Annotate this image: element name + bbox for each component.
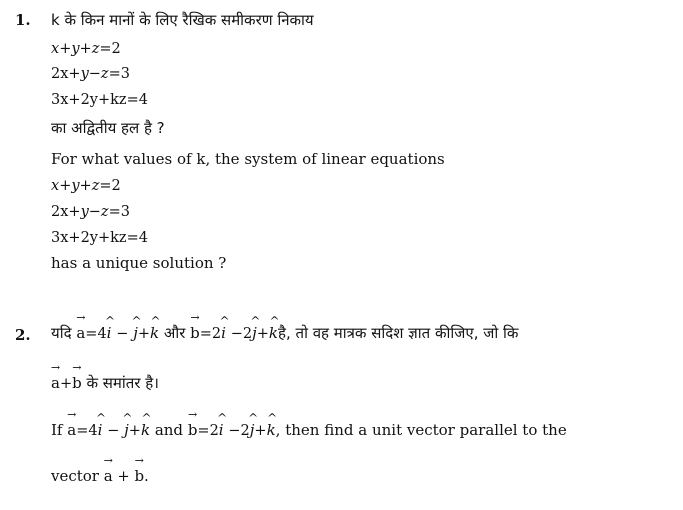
eq-op: + bbox=[97, 230, 111, 246]
q1-hindi-intro: k के किन मानों के लिए रैखिक समीकरण निकाय bbox=[51, 11, 314, 29]
b-equals-coef: =2 bbox=[199, 326, 222, 342]
eq-op: = bbox=[99, 41, 112, 57]
eq-term: y bbox=[71, 178, 80, 194]
eq-op: + bbox=[79, 178, 92, 194]
eq-rhs: 2 bbox=[111, 41, 121, 57]
unit-j-hat: ^ j bbox=[124, 421, 129, 439]
eq-op: = bbox=[126, 230, 139, 246]
eq-op: − bbox=[88, 66, 101, 82]
minus-coef: −2 bbox=[228, 423, 250, 439]
q1-hindi-equation-2 bbox=[51, 65, 130, 83]
q2-hindi-mid: है, तो वह मात्रक सदिश ज्ञात कीजिए, जो कि bbox=[278, 324, 519, 342]
eq-rhs: 3 bbox=[120, 204, 130, 220]
eq-term: z bbox=[91, 178, 100, 194]
question-2-number: 2. bbox=[15, 326, 31, 344]
eq-rhs: 4 bbox=[138, 92, 148, 108]
eq-term: 2x bbox=[51, 204, 69, 220]
vector-b: → b bbox=[134, 467, 144, 485]
eq-op: + bbox=[68, 230, 81, 246]
minus-op: − bbox=[116, 326, 129, 342]
q2-english-and: and bbox=[154, 421, 184, 439]
plus-op: + bbox=[254, 423, 267, 439]
q1-hindi-equation-3 bbox=[51, 91, 148, 109]
unit-j-hat: ^ j bbox=[133, 324, 138, 342]
question-1-number: 1. bbox=[15, 11, 31, 29]
minus-op: − bbox=[107, 423, 120, 439]
q1-hindi-question: का अद्वितीय हल है ? bbox=[51, 119, 165, 137]
eq-term: 3x bbox=[51, 92, 69, 108]
eq-rhs: 4 bbox=[138, 230, 148, 246]
q1-english-equation-2 bbox=[51, 203, 130, 221]
unit-j-hat: ^ j bbox=[252, 324, 257, 342]
unit-i-hat: ^ i bbox=[219, 421, 224, 439]
eq-op: + bbox=[79, 41, 92, 57]
unit-i-hat: ^ i bbox=[221, 324, 226, 342]
eq-term: y bbox=[71, 41, 80, 57]
q2-english-if: If bbox=[51, 421, 63, 439]
eq-rhs: 3 bbox=[120, 66, 130, 82]
eq-term: z bbox=[100, 66, 109, 82]
q1-english-equation-3 bbox=[51, 229, 148, 247]
eq-op: + bbox=[59, 41, 72, 57]
eq-op: + bbox=[68, 92, 81, 108]
eq-term: kz bbox=[110, 230, 127, 246]
q2-hindi-line-1 bbox=[51, 324, 518, 343]
eq-term: x bbox=[51, 41, 60, 57]
a-equals-coef: =4 bbox=[85, 326, 107, 342]
plus-op: + bbox=[117, 469, 130, 485]
eq-op: + bbox=[68, 204, 81, 220]
vector-a: → a bbox=[51, 374, 60, 392]
eq-term: 3x bbox=[51, 230, 69, 246]
period: . bbox=[144, 467, 149, 485]
q1-english-equation-1 bbox=[51, 177, 121, 195]
unit-k-hat: ^ k bbox=[269, 324, 278, 342]
unit-k-hat: ^ k bbox=[150, 324, 159, 342]
q1-hindi-equation-1 bbox=[51, 40, 121, 58]
eq-term: 2y bbox=[80, 92, 98, 108]
q2-hindi-and: और bbox=[163, 324, 186, 342]
eq-op: − bbox=[88, 204, 101, 220]
eq-term: y bbox=[80, 204, 89, 220]
eq-op: = bbox=[99, 178, 112, 194]
eq-op: = bbox=[108, 66, 121, 82]
q2-hindi-end: के समांतर है। bbox=[86, 374, 159, 392]
vector-a: → a bbox=[76, 324, 85, 342]
eq-op: = bbox=[108, 204, 121, 220]
q2-english-line-1 bbox=[51, 421, 567, 440]
vector-a: → a bbox=[67, 421, 76, 439]
vector-b: → b bbox=[188, 421, 198, 439]
q2-hindi-prefix: यदि bbox=[51, 324, 72, 342]
vector-a: → a bbox=[104, 467, 113, 485]
vector-b: → b bbox=[190, 324, 200, 342]
q1-english-intro: For what values of k, the system of linear equations bbox=[51, 150, 445, 168]
q2-hindi-line-2 bbox=[51, 374, 159, 393]
minus-coef: −2 bbox=[230, 326, 253, 342]
plus-op: + bbox=[59, 376, 73, 392]
eq-term: 2y bbox=[80, 230, 98, 246]
eq-op: + bbox=[59, 178, 72, 194]
eq-rhs: 2 bbox=[111, 178, 121, 194]
unit-i-hat: ^ i bbox=[98, 421, 103, 439]
q2-english-line-2 bbox=[51, 467, 149, 486]
vector-b: → b bbox=[72, 374, 82, 392]
eq-term: kz bbox=[110, 92, 127, 108]
eq-term: z bbox=[100, 204, 109, 220]
eq-term: z bbox=[91, 41, 100, 57]
plus-op: + bbox=[128, 423, 141, 439]
eq-term: x bbox=[51, 178, 60, 194]
plus-op: + bbox=[137, 326, 151, 342]
eq-op: + bbox=[97, 92, 111, 108]
eq-term: y bbox=[80, 66, 89, 82]
q2-english-mid: , then find a unit vector parallel to the bbox=[275, 421, 567, 439]
unit-k-hat: ^ k bbox=[267, 421, 276, 439]
b-equals-coef: =2 bbox=[197, 423, 219, 439]
eq-op: = bbox=[126, 92, 139, 108]
q2-english-vector-word: vector bbox=[51, 467, 99, 485]
eq-term: 2x bbox=[51, 66, 69, 82]
eq-op: + bbox=[68, 66, 81, 82]
a-equals-coef: =4 bbox=[76, 423, 98, 439]
q1-english-question: has a unique solution ? bbox=[51, 254, 227, 272]
plus-op: + bbox=[256, 326, 269, 342]
unit-k-hat: ^ k bbox=[141, 421, 150, 439]
unit-j-hat: ^ j bbox=[250, 421, 255, 439]
unit-i-hat: ^ i bbox=[107, 324, 112, 342]
